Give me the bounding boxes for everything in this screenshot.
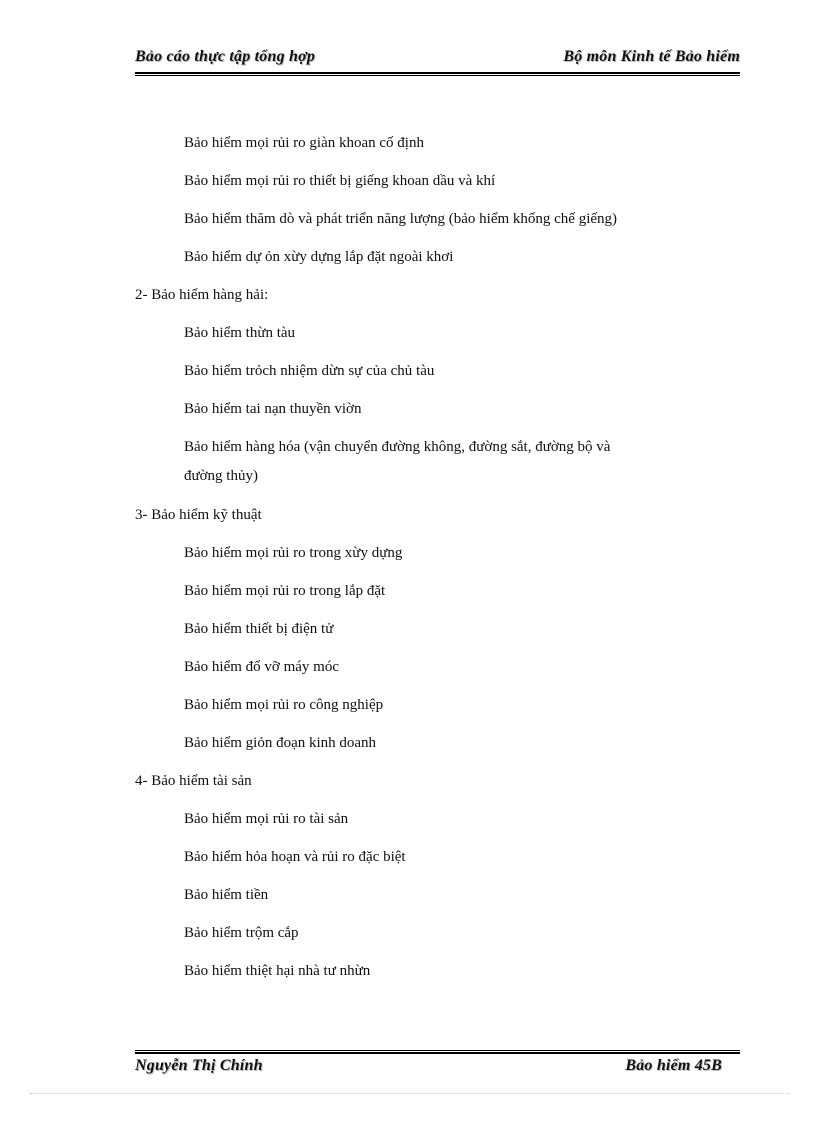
list-item: Bảo hiểm mọi rủi ro thiết bị giếng khoan dầu và khí [184, 173, 496, 189]
page-header [135, 48, 740, 70]
footer-class: Bảo hiểm 45B [625, 1057, 722, 1074]
list-item: Bảo hiểm đổ vỡ máy móc [184, 659, 339, 675]
list-item: Bảo hiểm thiết bị điện tử [184, 621, 334, 637]
footer-rule-thin [135, 1050, 740, 1051]
list-item: Bảo hiểm thiệt hại nhà tư nhừn [184, 963, 371, 979]
list-item: Bảo hiểm trộm cắp [184, 925, 299, 941]
section-heading: 3- Bảo hiểm kỹ thuật [135, 507, 262, 523]
list-item: Bảo hiểm thừn tàu [184, 325, 296, 341]
list-item: Bảo hiểm mọi rủi ro trong xừy dựng [184, 545, 403, 561]
list-item: Bảo hiểm mọi rủi ro giàn khoan cố định [184, 135, 424, 151]
footer-rule-thick [135, 1052, 740, 1054]
page-edge-dotted-line [30, 1093, 790, 1094]
list-item-continuation: đường thủy) [184, 468, 258, 484]
section-heading: 2- Bảo hiểm hàng hải: [135, 287, 269, 303]
list-item: Bảo hiểm thăm dò và phát triển năng lượng (bảo hiểm khống chế giếng) [184, 211, 618, 227]
header-title: Bảo cáo thực tập tổng hợp [135, 48, 316, 65]
list-item: Bảo hiểm tiền [184, 887, 269, 903]
list-item: Bảo hiểm mọi rủi ro tài sản [184, 811, 349, 827]
list-item: Bảo hiểm hàng hóa (vận chuyển đường không, đường sắt, đường bộ và [184, 439, 611, 455]
list-item: Bảo hiểm giỏn đoạn kinh doanh [184, 735, 377, 751]
header-rule-thick [135, 72, 740, 74]
header-department: Bộ môn Kinh tế Bảo hiểm [563, 48, 740, 65]
list-item: Bảo hiểm trỏch nhiệm dừn sự của chủ tàu [184, 363, 435, 379]
footer-author: Nguyễn Thị Chính [135, 1057, 263, 1074]
section-heading: 4- Bảo hiểm tài sản [135, 773, 252, 789]
list-item: Bảo hiểm dự ỏn xừy dựng lắp đặt ngoài khơi [184, 249, 454, 265]
list-item: Bảo hiểm hỏa hoạn và rủi ro đặc biệt [184, 849, 406, 865]
list-item: Bảo hiểm mọi rủi ro trong lắp đặt [184, 583, 386, 599]
header-rule-thin [135, 75, 740, 76]
page-footer [135, 1057, 740, 1079]
list-item: Bảo hiểm mọi rủi ro công nghiệp [184, 697, 384, 713]
list-item: Bảo hiểm tai nạn thuyền viờn [184, 401, 362, 417]
